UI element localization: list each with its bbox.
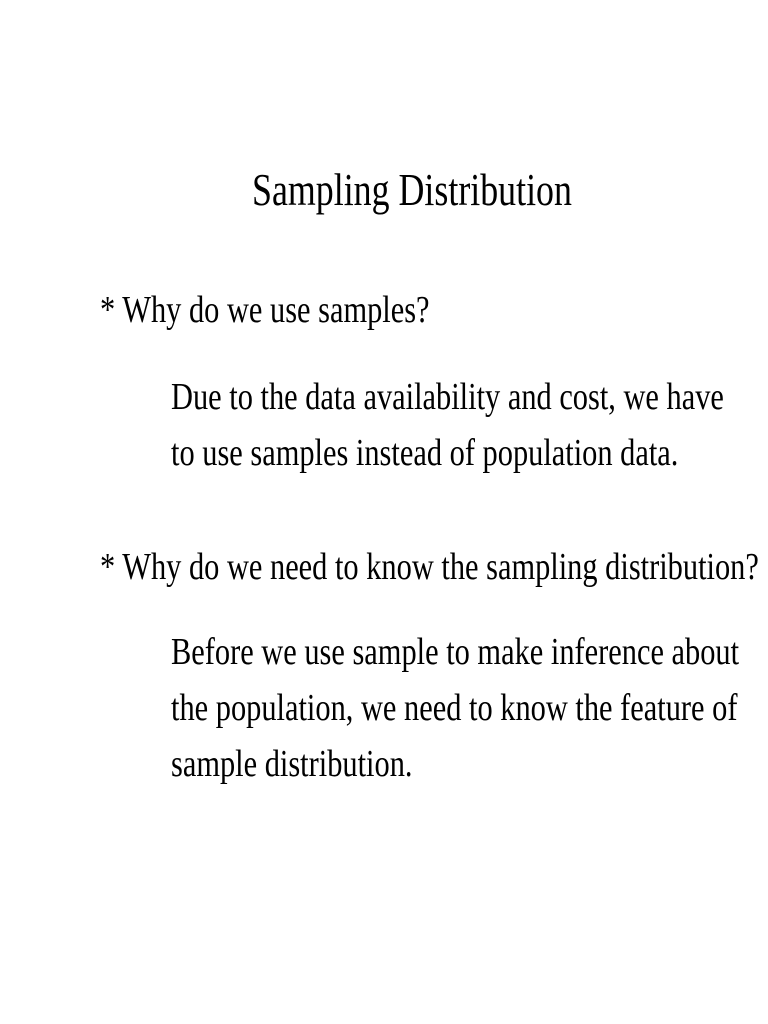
question-why-use-samples: * Why do we use samples?	[100, 289, 430, 331]
answer-line: Due to the data availability and cost, we have	[171, 376, 724, 418]
question-why-know-sampling-distribution: * Why do we need to know the sampling distribution?	[100, 546, 759, 588]
answer-line: Before we use sample to make inference about	[171, 631, 740, 673]
answer-line: the population, we need to know the feature of	[171, 687, 738, 729]
slide-title: Sampling Distribution	[252, 164, 572, 215]
answer-line: sample distribution.	[171, 743, 413, 785]
answer-line: to use samples instead of population data.	[171, 432, 679, 474]
